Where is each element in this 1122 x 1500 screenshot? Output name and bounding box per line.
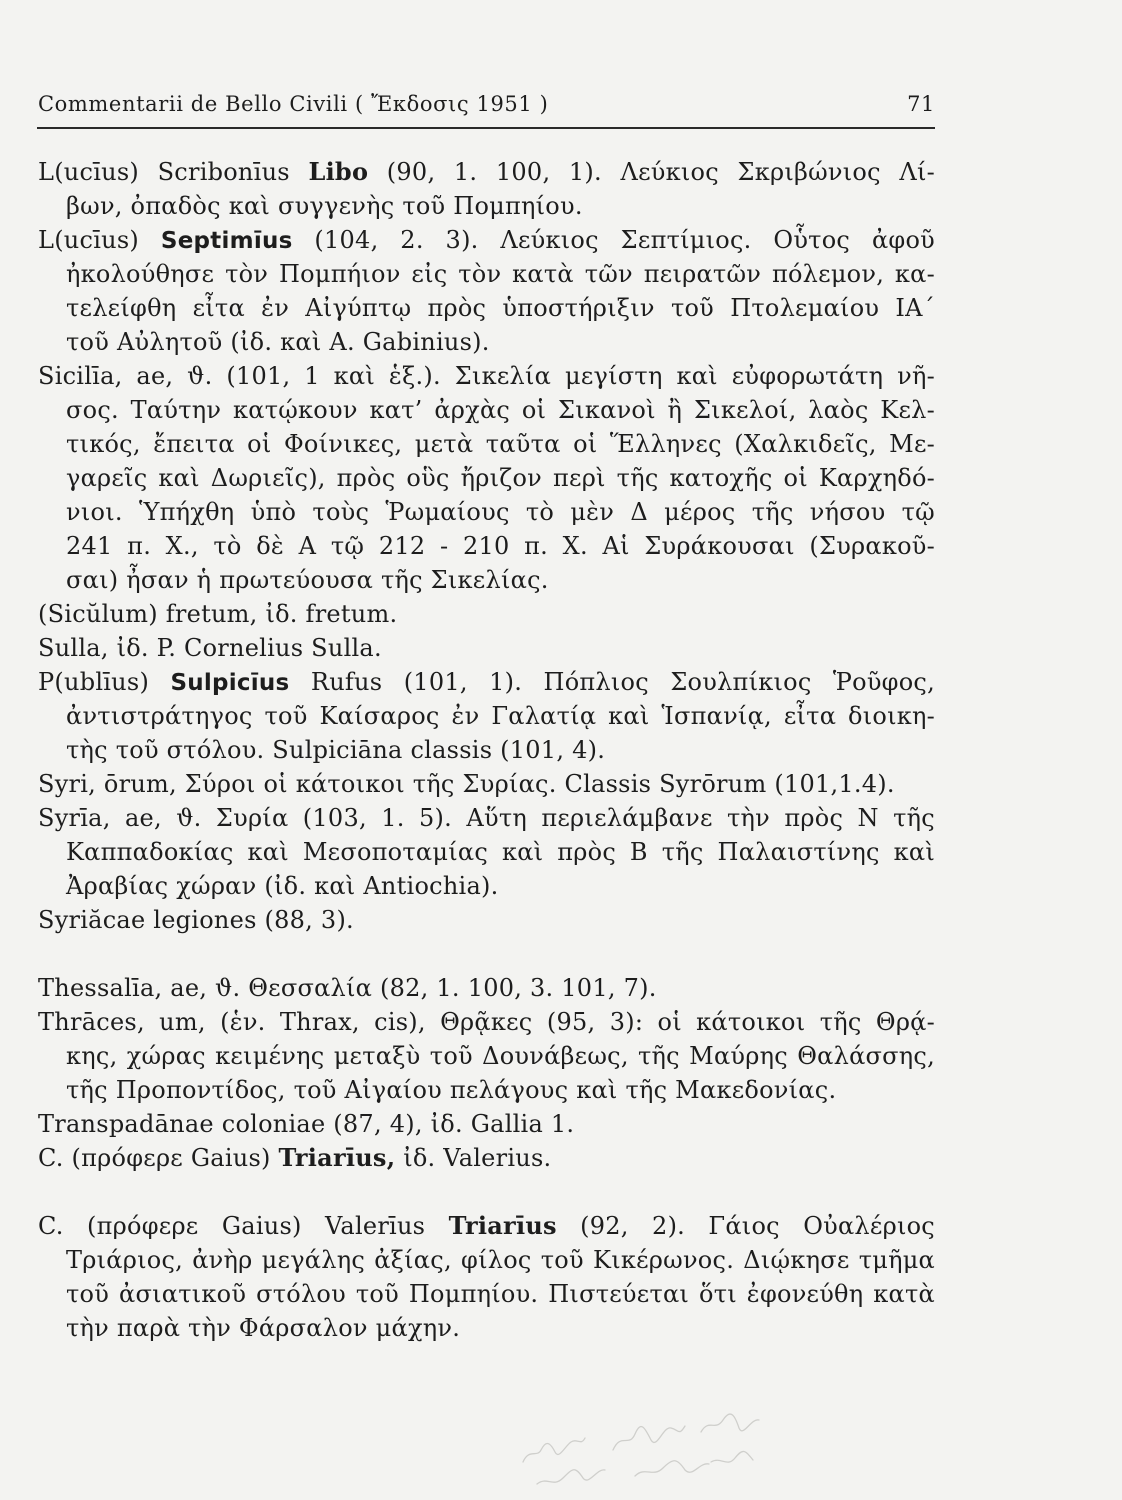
entry-line-text — [38, 631, 382, 665]
entry-text: Syriăcae legiones (88, 3). — [38, 906, 354, 934]
entry-text: ἀντιστράτηγος τοῦ Καίσαρος ἐν Γαλατίᾳ καὶ Ἱσπανίᾳ, εἶτα διοικη- — [66, 702, 935, 730]
page-number: 71 — [907, 92, 935, 116]
running-header — [38, 90, 935, 118]
entry-text: (92, 2). Γάιος Οὐαλέριος — [556, 1212, 935, 1240]
entry-line — [66, 563, 935, 597]
entry-line — [66, 699, 935, 733]
glossary-entry — [38, 1107, 935, 1141]
entry-line-text — [66, 257, 935, 291]
entry-line-text — [66, 869, 499, 903]
entry-line — [38, 767, 935, 801]
entry-text: τῆς Προποντίδος, τοῦ Αἰγαίου πελάγους καὶ τῆς Μακεδονίας. — [66, 1076, 837, 1104]
entry-text: (Sicŭlum) fretum, ἰδ. fretum. — [38, 600, 398, 628]
entry-line — [66, 1311, 935, 1345]
entry-line — [66, 1039, 935, 1073]
entry-line-text — [38, 223, 935, 258]
glossary-entry — [38, 971, 935, 1005]
entry-line — [66, 291, 935, 325]
entry-line-text — [38, 155, 935, 189]
entry-line-text — [66, 427, 935, 461]
entry-line — [38, 971, 935, 1005]
entry-line-text — [66, 699, 935, 733]
headword: Triarīus — [448, 1211, 557, 1240]
entry-line — [66, 835, 935, 869]
entry-line — [38, 1209, 935, 1243]
entry-line-text — [38, 801, 935, 835]
entry-text: P(ublīus) — [38, 668, 171, 696]
entry-line — [38, 1005, 935, 1039]
entry-line — [66, 257, 935, 291]
entry-line-text — [66, 495, 935, 529]
entry-text: τελείφθη εἶτα ἐν Αἰγύπτῳ πρὸς ὑποστήριξιν τοῦ Πτολεμαίου ΙΑ΄ — [66, 294, 935, 322]
entry-line-text — [66, 529, 935, 563]
entry-line — [38, 359, 935, 393]
entry-line — [38, 801, 935, 835]
entry-text: τικός, ἔπειτα οἱ Φοίνικες, μετὰ ταῦτα οἱ Ἕλληνες (Χαλκιδεῖς, Με- — [66, 430, 935, 458]
entry-text: Thessalīa, ae, ϑ. Θεσσαλία (82, 1. 100, 3. 101, 7). — [38, 974, 657, 1002]
entry-text: ἠκολούθησε τὸν Πομπήιον εἰς τὸν κατὰ τῶν πειρατῶν πόλεμον, κα- — [66, 260, 935, 288]
entry-text: Sulla, ἰδ. P. Cornelius Sulla. — [38, 634, 382, 662]
entry-line — [66, 427, 935, 461]
entry-text: L(ucīus) — [38, 226, 161, 254]
glossary-entry — [38, 1209, 935, 1345]
glossary-entry — [38, 155, 935, 223]
entry-group — [38, 155, 935, 937]
glossary-entry — [38, 1005, 935, 1107]
entry-line-text — [66, 325, 490, 359]
entry-text: Καππαδοκίας καὶ Μεσοποταμίας καὶ πρὸς Β τῆς Παλαιστίνης καὶ — [66, 838, 935, 866]
glossary-entry — [38, 223, 935, 359]
entry-line-text — [66, 291, 935, 325]
entry-text: τοῦ ἀσιατικοῦ στόλου τοῦ Πομπηίου. Πιστεύεται ὅτι ἐφονεύθη κατὰ — [66, 1280, 935, 1308]
glossary-entry — [38, 801, 935, 903]
entry-line — [38, 155, 935, 189]
entry-text: Ἀραβίας χώραν (ἰδ. καὶ Antiochia). — [66, 872, 499, 900]
entry-line — [38, 631, 935, 665]
entry-line-text — [66, 461, 935, 495]
entry-line — [66, 1073, 935, 1107]
entry-line-text — [38, 1141, 551, 1175]
entry-text: Τριάριος, ἀνὴρ μεγάλης ἀξίας, φίλος τοῦ Κικέρωνος. Διῴκησε τμῆμα — [66, 1246, 935, 1274]
entry-line-text — [66, 733, 605, 767]
entry-line-text — [66, 1311, 460, 1345]
entry-line-text — [66, 189, 583, 223]
entry-text: σος. Ταύτην κατῴκουν κατ’ ἀρχὰς οἱ Σικανοὶ ἢ Σικελοί, λαὸς Κελ- — [66, 396, 935, 424]
entry-line — [66, 461, 935, 495]
entry-text: κης, χώρας κειμένης μεταξὺ τοῦ Δουνάβεως, τῆς Μαύρης Θαλάσσης, — [66, 1042, 935, 1070]
glossary-entry — [38, 1141, 935, 1175]
entry-line-text — [38, 971, 657, 1005]
glossary-entry — [38, 631, 935, 665]
entry-text: ἰδ. Valerius. — [395, 1144, 552, 1172]
glossary-entry — [38, 359, 935, 597]
entry-text: τὴς τοῦ στόλου. Sulpiciāna classis (101, 4). — [66, 736, 606, 764]
entry-line — [66, 529, 935, 563]
entry-line — [38, 223, 935, 257]
entry-text: L(ucīus) Scribonīus — [38, 158, 309, 186]
entry-line-text — [66, 1243, 935, 1277]
entry-text: C. (πρόφερε Gaius) — [38, 1144, 279, 1172]
glossary-entry — [38, 665, 935, 767]
entry-line — [38, 903, 935, 937]
entry-line-text — [66, 393, 935, 427]
entry-text: τὴν παρὰ τὴν Φάρσαλον μάχην. — [66, 1314, 461, 1342]
entry-line — [38, 665, 935, 699]
entry-line-text — [66, 1277, 935, 1311]
entry-line — [38, 1141, 935, 1175]
entry-line — [66, 1243, 935, 1277]
entry-line-text — [38, 767, 895, 801]
entry-line — [66, 189, 935, 223]
entry-text: Sicilīa, ae, ϑ. (101, 1 καὶ ἑξ.). Σικελία μεγίστη καὶ εὐφορωτάτη νῆ- — [38, 362, 935, 390]
entry-line-text — [38, 903, 354, 937]
header-rule — [37, 127, 935, 129]
entry-line-text — [66, 1073, 836, 1107]
headword: Sulpicīus — [170, 670, 290, 696]
entry-line — [66, 495, 935, 529]
entry-line-text — [66, 1039, 935, 1073]
glossary-entry — [38, 767, 935, 801]
pencil-scribble — [515, 1392, 785, 1497]
entry-text: C. (πρόφερε Gaius) Valerīus — [38, 1212, 449, 1240]
entry-line-text — [66, 563, 549, 597]
entry-text: Transpadānae coloniae (87, 4), ἰδ. Gallia 1. — [38, 1110, 575, 1138]
glossary-entry — [38, 597, 935, 631]
running-title: Commentarii de Bello Civili ( Ἔκδοσις 1951 ) — [38, 92, 549, 116]
entry-line-text — [38, 665, 935, 700]
entry-text: Syrīa, ae, ϑ. Συρία (103, 1. 5). Αὕτη περιελάμβανε τὴν πρὸς Ν τῆς — [38, 804, 935, 832]
entry-line-text — [38, 359, 935, 393]
entry-line-text — [38, 1107, 574, 1141]
entry-line — [66, 393, 935, 427]
entry-line-text — [38, 1005, 935, 1039]
entry-text: βων, ὀπαδὸς καὶ συγγενὴς τοῦ Πομπηίου. — [66, 192, 583, 220]
entry-group — [38, 971, 935, 1175]
glossary-body — [38, 155, 935, 1345]
entry-line — [66, 733, 935, 767]
entry-text: σαι) ἦσαν ἡ πρωτεύουσα τῆς Σικελίας. — [66, 566, 549, 594]
entry-line-text — [38, 597, 397, 631]
entry-line — [66, 869, 935, 903]
entry-text: (90, 1. 100, 1). Λεύκιος Σκριβώνιος Λί- — [368, 158, 935, 186]
entry-text: γαρεῖς καὶ Δωριεῖς), πρὸς οὓς ἤριζον περὶ τῆς κατοχῆς οἱ Καρχηδό- — [66, 464, 935, 492]
entry-text: νιοι. Ὑπήχθη ὑπὸ τοὺς Ῥωμαίους τὸ μὲν Δ μέρος τῆς νήσου τῷ — [66, 498, 935, 526]
entry-text: τοῦ Αὐλητοῦ (ἰδ. καὶ A. Gabinius). — [66, 328, 490, 356]
entry-line — [38, 1107, 935, 1141]
headword: Septimīus — [160, 228, 293, 254]
entry-line — [66, 1277, 935, 1311]
entry-group — [38, 1209, 935, 1345]
entry-line — [38, 597, 935, 631]
entry-text: Thrāces, um, (ἑν. Thrax, cis), Θρᾷκες (95, 3): οἱ κάτοικοι τῆς Θρᾴ- — [38, 1008, 935, 1036]
glossary-entry — [38, 903, 935, 937]
entry-text: Rufus (101, 1). Πόπλιος Σουλπίκιος Ῥοῦφος, — [289, 668, 935, 696]
entry-line-text — [66, 835, 935, 869]
entry-text: (104, 2. 3). Λεύκιος Σεπτίμιος. Οὗτος ἀφοῦ — [292, 226, 935, 254]
entry-text: Syri, ōrum, Σύροι οἱ κάτοικοι τῆς Συρίας. Classis Syrōrum (101,1.4). — [38, 770, 895, 798]
entry-line — [66, 325, 935, 359]
headword: Libo — [308, 157, 369, 186]
entry-line-text — [38, 1209, 935, 1243]
headword: Triarīus, — [278, 1143, 396, 1172]
entry-text: 241 π. Χ., τὸ δὲ Α τῷ 212 - 210 π. Χ. Αἱ Συράκουσαι (Συρακοῦ- — [66, 532, 935, 560]
